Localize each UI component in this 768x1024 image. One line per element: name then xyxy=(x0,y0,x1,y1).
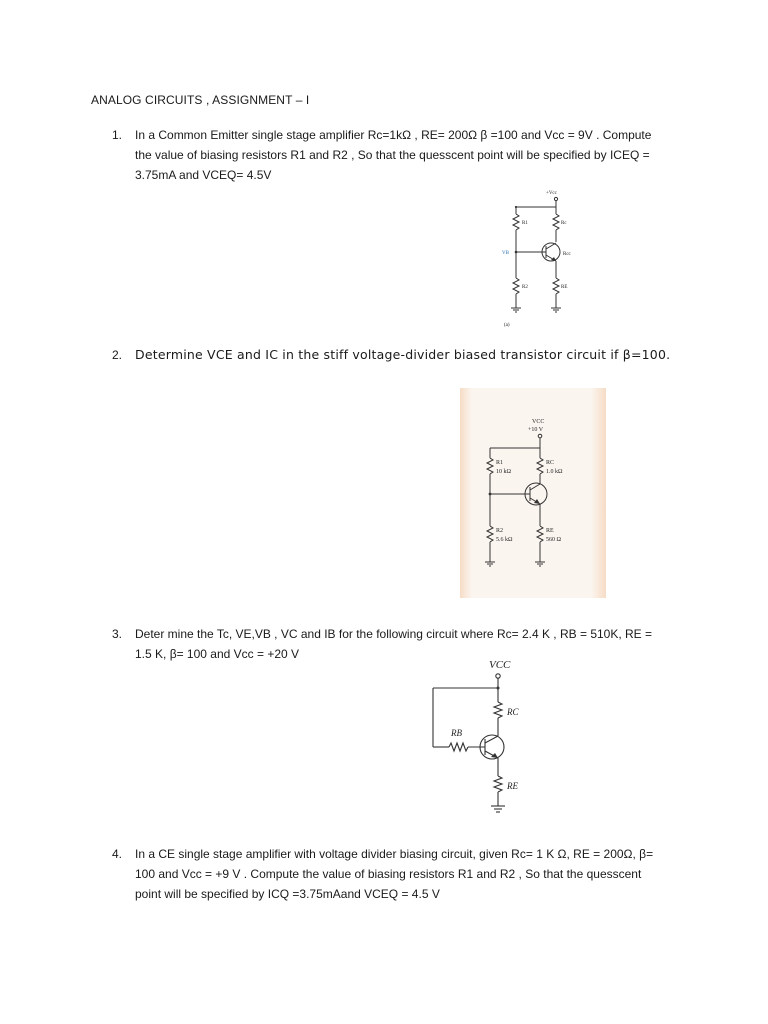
rc-label: RC xyxy=(507,707,519,717)
r1-value: 10 kΩ xyxy=(496,469,511,475)
r2-label: R2 xyxy=(496,528,504,534)
rb-label: RB xyxy=(451,728,462,738)
rc-label: Rc xyxy=(561,221,567,226)
question-line: the value of biasing resistors R1 and R2 , So that the quesscent point will be specified by ICEQ = xyxy=(135,148,650,162)
question-number: 3. xyxy=(112,627,123,641)
question-line: point will be specified by ICQ =3.75mAand VCEQ = 4.5 V xyxy=(135,887,440,901)
question-2 xyxy=(112,345,672,365)
question-line: In a CE single stage amplifier with voltage divider biasing circuit, given Rc= 1 K Ω, RE = 200Ω, β= xyxy=(135,847,654,861)
vcc-value: +10 V xyxy=(528,427,544,433)
re-label: RE xyxy=(546,528,554,534)
r2-label: R2 xyxy=(522,285,528,290)
question-1 xyxy=(112,125,672,185)
question-line: 1.5 K, β= 100 and Vcc = +20 V xyxy=(135,647,300,661)
rc-value: 1.0 kΩ xyxy=(546,469,563,475)
re-value: 560 Ω xyxy=(546,537,561,543)
question-number: 4. xyxy=(112,847,123,861)
r1-label: R1 xyxy=(496,460,504,466)
question-line: Determine VCE and IC in the stiff voltage-divider biased transistor circuit if β=100. xyxy=(135,347,671,362)
figure-2-circuit xyxy=(460,388,606,598)
figure-3-circuit xyxy=(425,652,535,824)
vcc-label: VCC xyxy=(489,659,511,671)
question-line: Deter mine the Tc, VE,VB , VC and IB for the following circuit where Rc= 2.4 K , RB = 510K, RE = xyxy=(135,627,653,641)
figure-caption: (a) xyxy=(504,323,510,328)
rcc-label: Rcc xyxy=(563,252,571,257)
question-number: 1. xyxy=(112,128,123,142)
re-label: RE xyxy=(507,781,518,791)
vcc-label: +Vcc xyxy=(546,191,557,196)
rc-label: RC xyxy=(546,460,555,466)
figure-1-circuit xyxy=(488,186,598,331)
question-line: 3.75mA and VCEQ= 4.5V xyxy=(135,168,272,182)
question-number: 2. xyxy=(112,348,123,362)
question-4 xyxy=(112,844,672,904)
vb-label: VB xyxy=(502,251,509,256)
question-3 xyxy=(112,624,672,664)
re-label: RE xyxy=(561,285,568,290)
r1-label: R1 xyxy=(522,221,528,226)
document-title: ANALOG CIRCUITS , ASSIGNMENT – I xyxy=(91,93,310,107)
question-line: 100 and Vcc = +9 V . Compute the value of biasing resistors R1 and R2 , So that the quesscent xyxy=(135,867,642,881)
r2-value: 5.6 kΩ xyxy=(496,537,513,543)
question-line: In a Common Emitter single stage amplifier Rc=1kΩ , RE= 200Ω β =100 and Vcc = 9V . Compute xyxy=(135,128,652,142)
vcc-label: VCC xyxy=(532,419,545,425)
